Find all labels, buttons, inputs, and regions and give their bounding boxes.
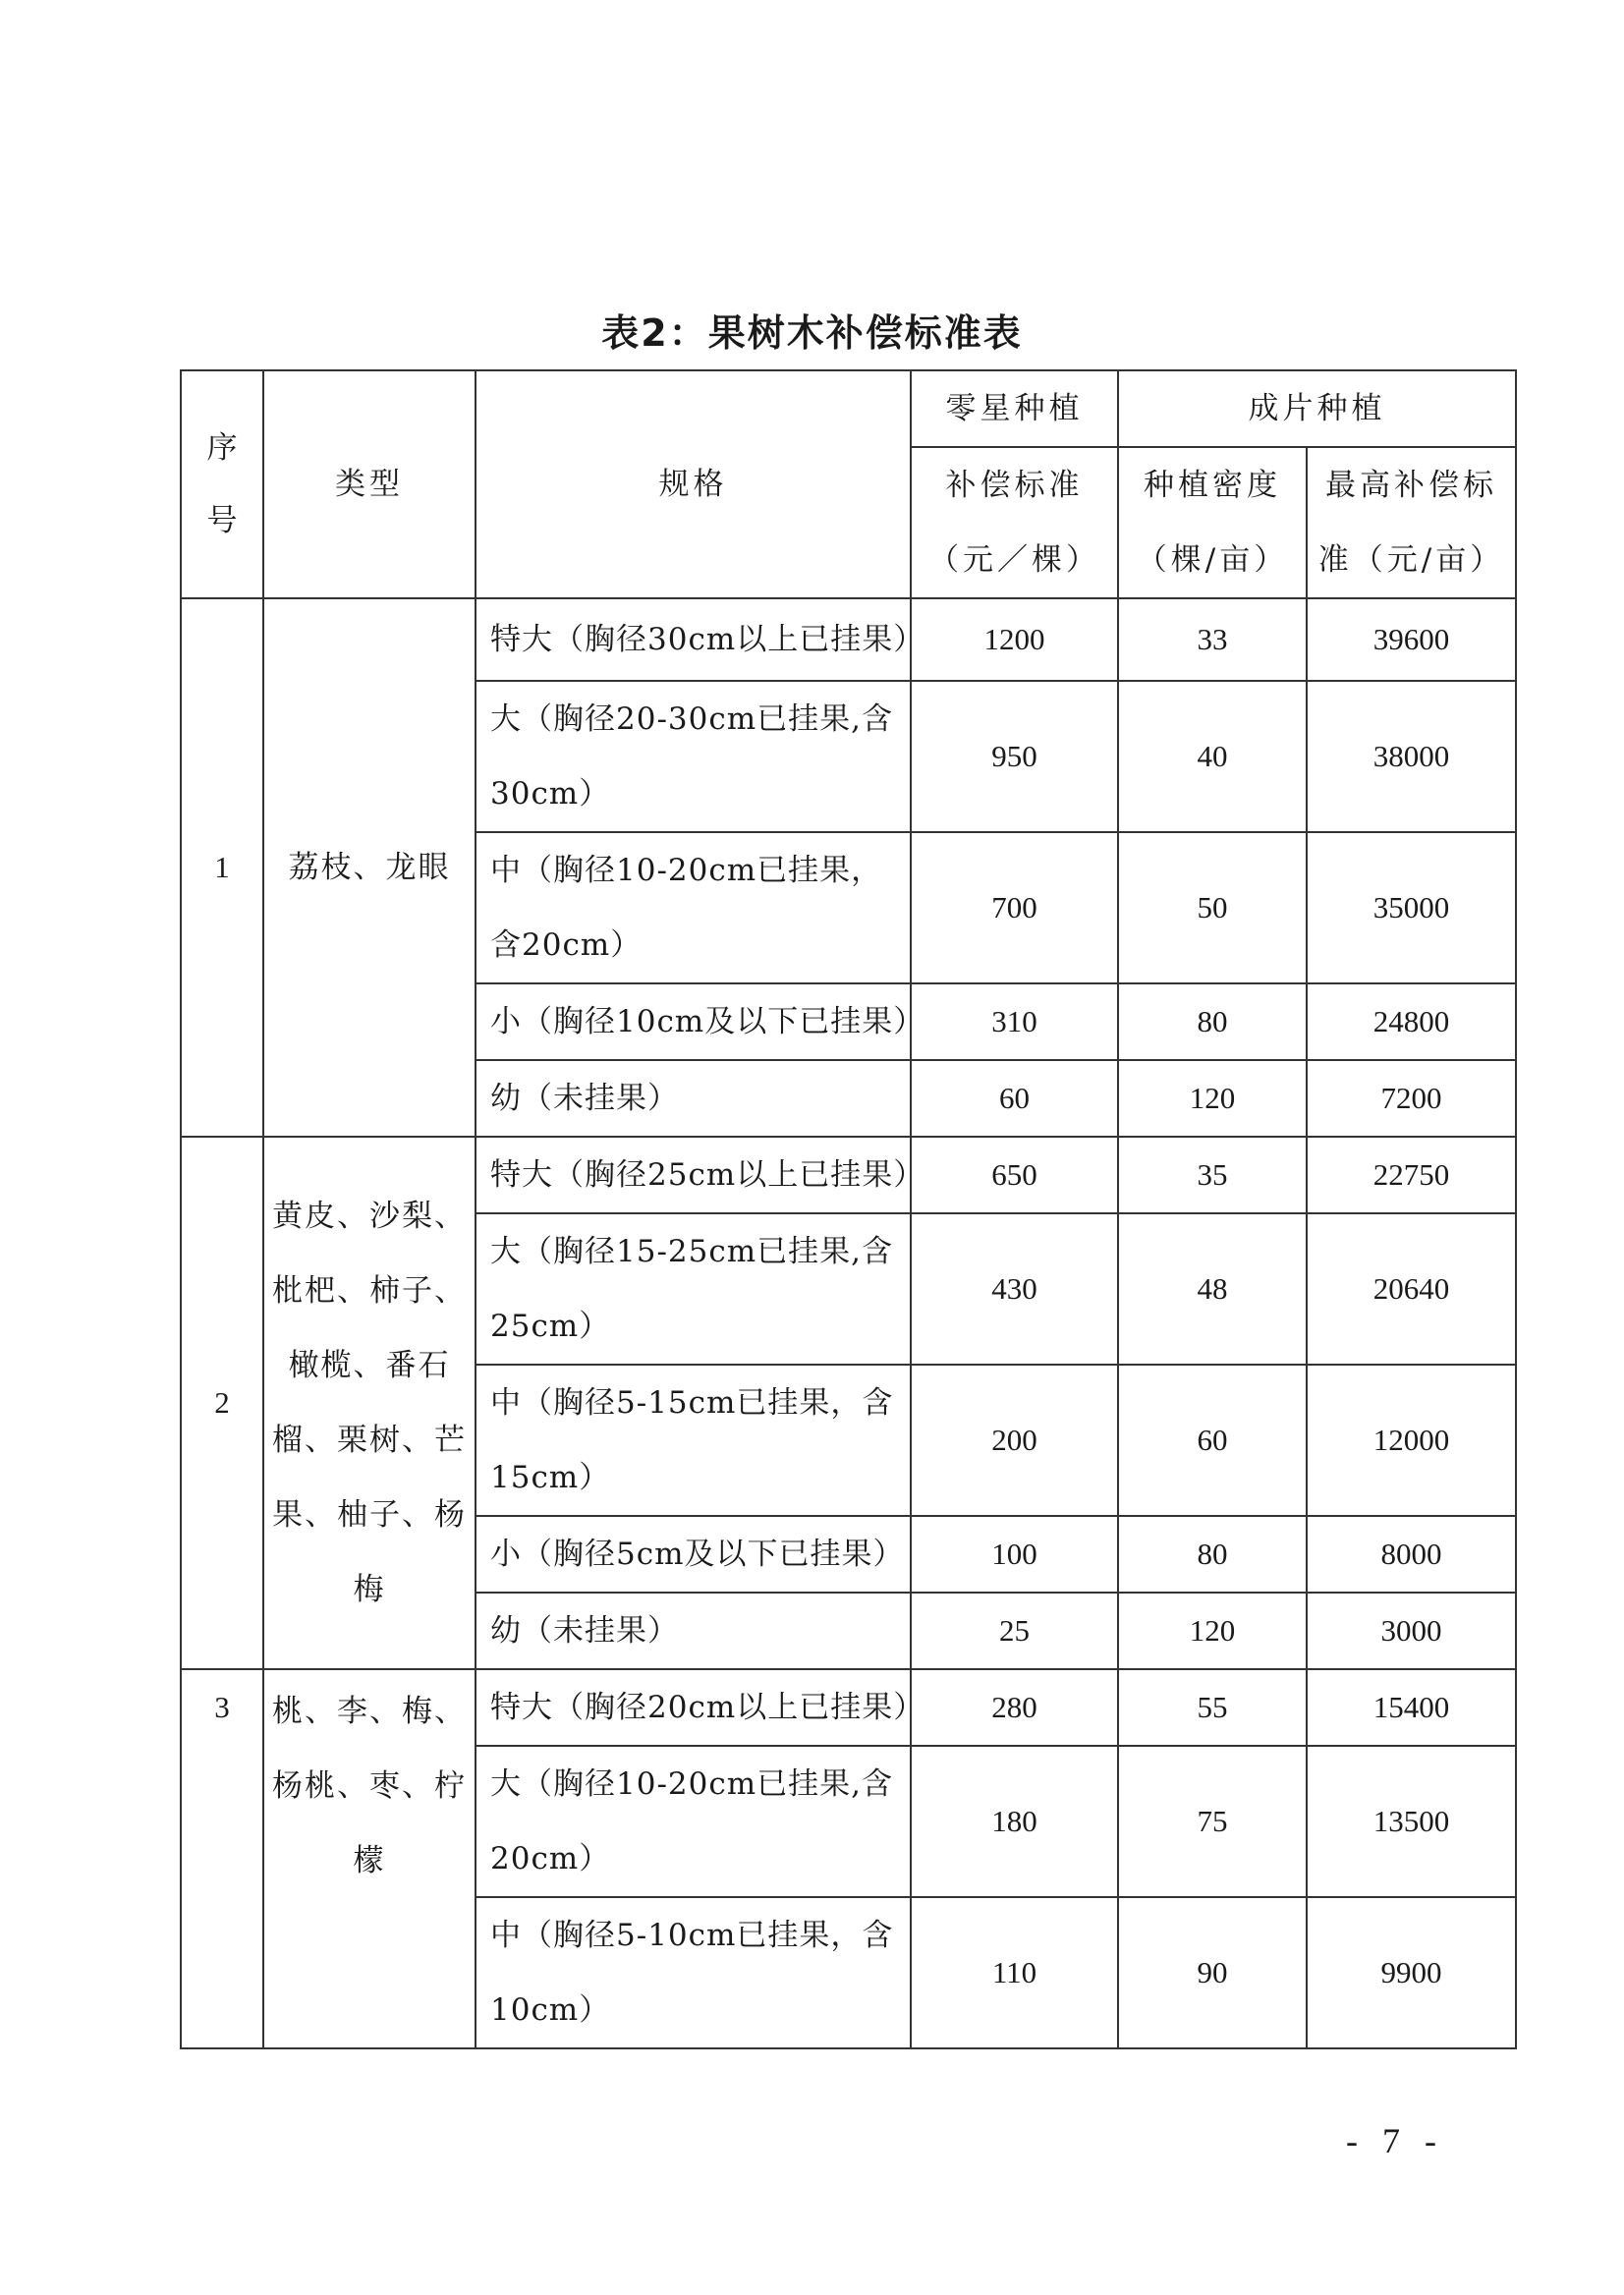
density-cell: 75 xyxy=(1118,1746,1307,1897)
density-cell: 80 xyxy=(1118,983,1307,1060)
spec-cell: 幼（未挂果） xyxy=(476,1593,911,1669)
max-cell: 22750 xyxy=(1307,1137,1516,1213)
spec-cell: 中（胸径10-20cm已挂果，含20cm） xyxy=(476,832,911,983)
density-cell: 60 xyxy=(1118,1365,1307,1516)
std-cell: 700 xyxy=(911,832,1118,983)
header-max-std: 最高补偿标准（元/亩） xyxy=(1307,447,1516,598)
spec-cell: 幼（未挂果） xyxy=(476,1060,911,1137)
table-row xyxy=(181,1137,1516,1213)
spec-cell: 大（胸径20-30cm已挂果,含30cm） xyxy=(476,681,911,832)
std-cell: 25 xyxy=(911,1593,1118,1669)
std-cell: 310 xyxy=(911,983,1118,1060)
group-type: 桃、李、梅、杨桃、枣、柠檬 xyxy=(263,1669,476,2048)
group-type: 荔枝、龙眼 xyxy=(263,598,476,1137)
table-title: 表2：果树木补偿标准表 xyxy=(601,311,1023,355)
spec-cell: 小（胸径10cm及以下已挂果） xyxy=(476,983,911,1060)
max-cell: 8000 xyxy=(1307,1516,1516,1593)
header-scattered-std: 补偿标准（元／棵） xyxy=(911,447,1118,598)
density-cell: 80 xyxy=(1118,1516,1307,1593)
table-row xyxy=(181,598,1516,681)
max-cell: 3000 xyxy=(1307,1593,1516,1669)
std-cell: 650 xyxy=(911,1137,1118,1213)
std-cell: 1200 xyxy=(911,598,1118,681)
std-cell: 60 xyxy=(911,1060,1118,1137)
spec-cell: 大（胸径15-25cm已挂果,含25cm） xyxy=(476,1213,911,1365)
density-cell: 40 xyxy=(1118,681,1307,832)
spec-cell: 中（胸径5-10cm已挂果，含10cm） xyxy=(476,1897,911,2048)
std-cell: 200 xyxy=(911,1365,1118,1516)
density-cell: 120 xyxy=(1118,1060,1307,1137)
std-cell: 280 xyxy=(911,1669,1118,1746)
density-cell: 33 xyxy=(1118,598,1307,681)
spec-cell: 特大（胸径25cm以上已挂果） xyxy=(476,1137,911,1213)
std-cell: 110 xyxy=(911,1897,1118,2048)
density-cell: 50 xyxy=(1118,832,1307,983)
table-row xyxy=(181,1669,1516,1746)
density-cell: 35 xyxy=(1118,1137,1307,1213)
group-seq: 3 xyxy=(181,1669,263,2048)
spec-cell: 小（胸径5cm及以下已挂果） xyxy=(476,1516,911,1593)
spec-cell: 特大（胸径20cm以上已挂果） xyxy=(476,1669,911,1746)
max-cell: 12000 xyxy=(1307,1365,1516,1516)
max-cell: 7200 xyxy=(1307,1060,1516,1137)
header-spec: 规格 xyxy=(476,370,911,598)
std-cell: 180 xyxy=(911,1746,1118,1897)
std-cell: 430 xyxy=(911,1213,1118,1365)
page-number: - 7 - xyxy=(1346,2121,1444,2160)
max-cell: 39600 xyxy=(1307,598,1516,681)
max-cell: 15400 xyxy=(1307,1669,1516,1746)
spec-cell: 大（胸径10-20cm已挂果,含20cm） xyxy=(476,1746,911,1897)
density-cell: 90 xyxy=(1118,1897,1307,2048)
max-cell: 9900 xyxy=(1307,1897,1516,2048)
max-cell: 35000 xyxy=(1307,832,1516,983)
spec-cell: 中（胸径5-15cm已挂果，含15cm） xyxy=(476,1365,911,1516)
header-seq: 序号 xyxy=(181,370,263,598)
group-seq: 2 xyxy=(181,1137,263,1669)
density-cell: 120 xyxy=(1118,1593,1307,1669)
compensation-table xyxy=(180,369,1517,2049)
header-scattered: 零星种植 xyxy=(911,370,1118,447)
spec-cell: 特大（胸径30cm以上已挂果） xyxy=(476,598,911,681)
max-cell: 20640 xyxy=(1307,1213,1516,1365)
density-cell: 48 xyxy=(1118,1213,1307,1365)
density-cell: 55 xyxy=(1118,1669,1307,1746)
header-type: 类型 xyxy=(263,370,476,598)
std-cell: 950 xyxy=(911,681,1118,832)
max-cell: 38000 xyxy=(1307,681,1516,832)
group-type: 黄皮、沙梨、枇杷、柿子、橄榄、番石榴、栗树、芒果、柚子、杨梅 xyxy=(263,1137,476,1669)
header-density: 种植密度（棵/亩） xyxy=(1118,447,1307,598)
std-cell: 100 xyxy=(911,1516,1118,1593)
group-seq: 1 xyxy=(181,598,263,1137)
header-plantation: 成片种植 xyxy=(1118,370,1516,447)
max-cell: 13500 xyxy=(1307,1746,1516,1897)
max-cell: 24800 xyxy=(1307,983,1516,1060)
